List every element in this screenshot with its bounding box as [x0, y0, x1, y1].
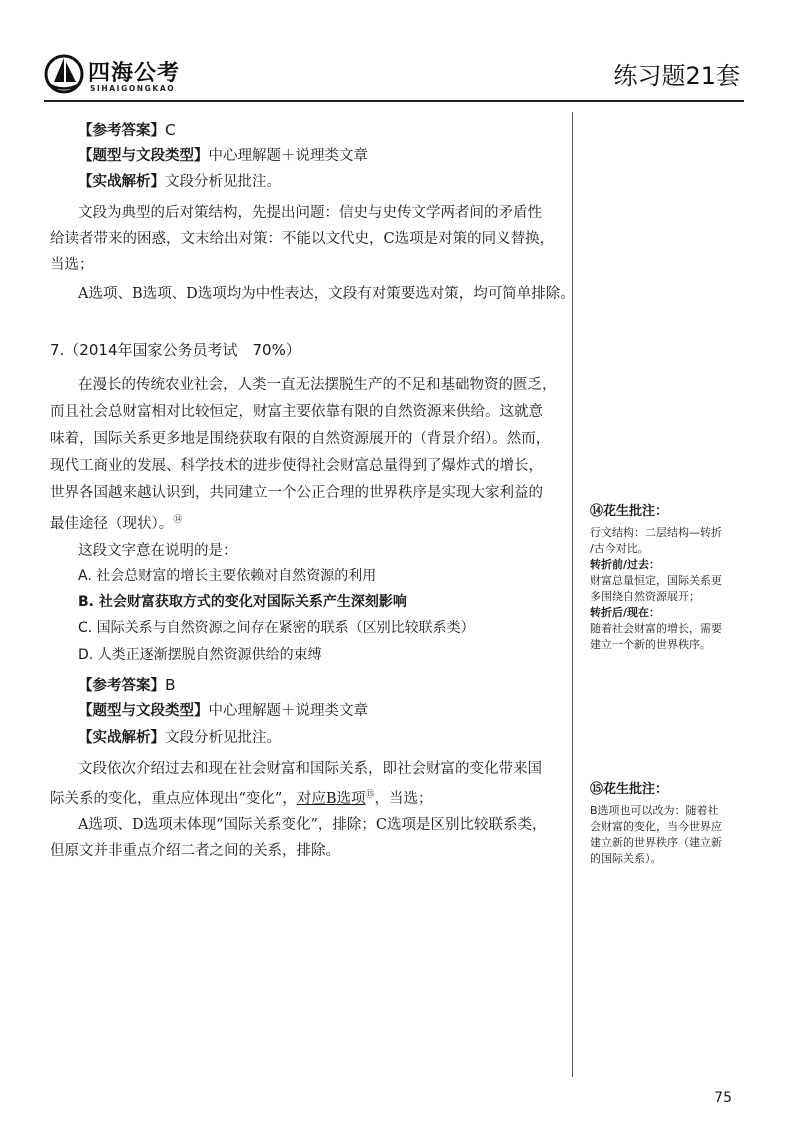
note-line: 财富总量恒定，国际关系更: [590, 574, 722, 587]
sailboat-icon: [44, 52, 84, 96]
page-header-title: 练习题21套: [613, 62, 740, 90]
passage-line: 现代工商业的发展、科学技术的进步使得社会财富总量得到了爆炸式的增长，: [50, 458, 543, 474]
page-number: 75: [714, 1090, 732, 1106]
margin-note-14: [590, 500, 790, 653]
option-d: D. 人类正逐渐摆脱自然资源供给的束缚: [78, 647, 322, 663]
note-line: 转折后/现在：: [590, 606, 661, 619]
note-heading: ⑭花生批注：: [590, 504, 669, 519]
passage-line: 最佳途径（现状）。⑭: [50, 515, 183, 532]
note-line: 的国际关系）。: [590, 852, 662, 865]
q6-para2: A选项、B选项、D选项均为中性表达，文段有对策要选对策，均可简单排除。: [78, 286, 575, 302]
note-line: B选项也可以改为：随着社: [590, 804, 719, 817]
q7-answer: 【参考答案】B: [78, 676, 176, 694]
q6-para1-line: 给读者带来的困惑，文末给出对策：不能以文代史，C选项是对策的同义替换，: [50, 231, 555, 247]
note-line: /古今对比。: [590, 542, 649, 555]
option-b: B. 社会财富获取方式的变化对国际关系产生深刻影响: [78, 594, 407, 610]
logo-text: 四海公考: [88, 61, 181, 86]
note-line: 多围绕自然资源展开；: [590, 590, 700, 603]
passage-line: 世界各国越来越认识到，共同建立一个公正合理的世界秩序是实现大家利益的: [50, 485, 543, 501]
q7-para2-line: A选项、D选项未体现“国际关系变化”，排除；C选项是区别比较联系类，: [78, 817, 547, 833]
q7-type: 【题型与文段类型】中心理解题＋说理类文章: [78, 702, 368, 719]
passage-line: 而且社会总财富相对比较恒定，财富主要依靠有限的自然资源来供给。这就意: [50, 404, 543, 420]
q7-para1-line: 际关系的变化，重点应体现出“变化”，对应B选项⑮，当选；: [50, 790, 433, 807]
q7-para1-line: 文段依次介绍过去和现在社会财富和国际关系，即社会财富的变化带来国: [78, 761, 542, 777]
option-a: A. 社会总财富的增长主要依赖对自然资源的利用: [78, 568, 377, 584]
note-line: 行文结构：二层结构—转折: [590, 526, 722, 539]
option-c: C. 国际关系与自然资源之间存在紧密的联系（区别比较联系类）: [78, 620, 475, 636]
note-line: 随着社会财富的增长，需要: [590, 622, 722, 635]
underlined-phrase: 对应B选项: [296, 790, 366, 807]
note-line: 建立一个新的世界秩序。: [590, 638, 711, 651]
q6-answer: 【参考答案】C: [78, 121, 176, 139]
q7-para2-line: 但原文并非重点介绍二者之间的关系，排除。: [50, 843, 340, 859]
question-prompt: 这段文字意在说明的是：: [78, 543, 238, 559]
q6-analysis: 【实战解析】文段分析见批注。: [78, 173, 281, 190]
q7-analysis: 【实战解析】文段分析见批注。: [78, 729, 281, 746]
note-line: 建立新的世界秩序（建立新: [590, 836, 722, 849]
passage-line: 味着，国际关系更多地是围绕获取有限的自然资源展开的（背景介绍）。然而，: [50, 431, 551, 447]
note-heading: ⑮花生批注：: [590, 782, 669, 797]
annotation-marker: ⑮: [365, 790, 375, 800]
question-title: 7.（2014年国家公务员考试 70%）: [50, 341, 301, 359]
q6-type: 【题型与文段类型】中心理解题＋说理类文章: [78, 147, 368, 164]
q6-para1-line: 文段为典型的后对策结构，先提出问题：信史与史传文学两者间的矛盾性: [78, 205, 542, 221]
logo-pinyin: SIHAIGONGKAO: [90, 84, 176, 93]
passage-line: 在漫长的传统农业社会，人类一直无法摆脱生产的不足和基础物资的匮乏，: [78, 377, 557, 393]
margin-note-15: [590, 778, 790, 867]
annotation-marker: ⑭: [173, 515, 183, 525]
brand-logo: [44, 52, 184, 100]
note-line: 会财富的变化，当今世界应: [590, 820, 722, 833]
header-divider: [44, 100, 744, 102]
q6-para1-line: 当选；: [50, 257, 94, 273]
margin-divider: [572, 112, 573, 1077]
note-line: 转折前/过去：: [590, 558, 661, 571]
